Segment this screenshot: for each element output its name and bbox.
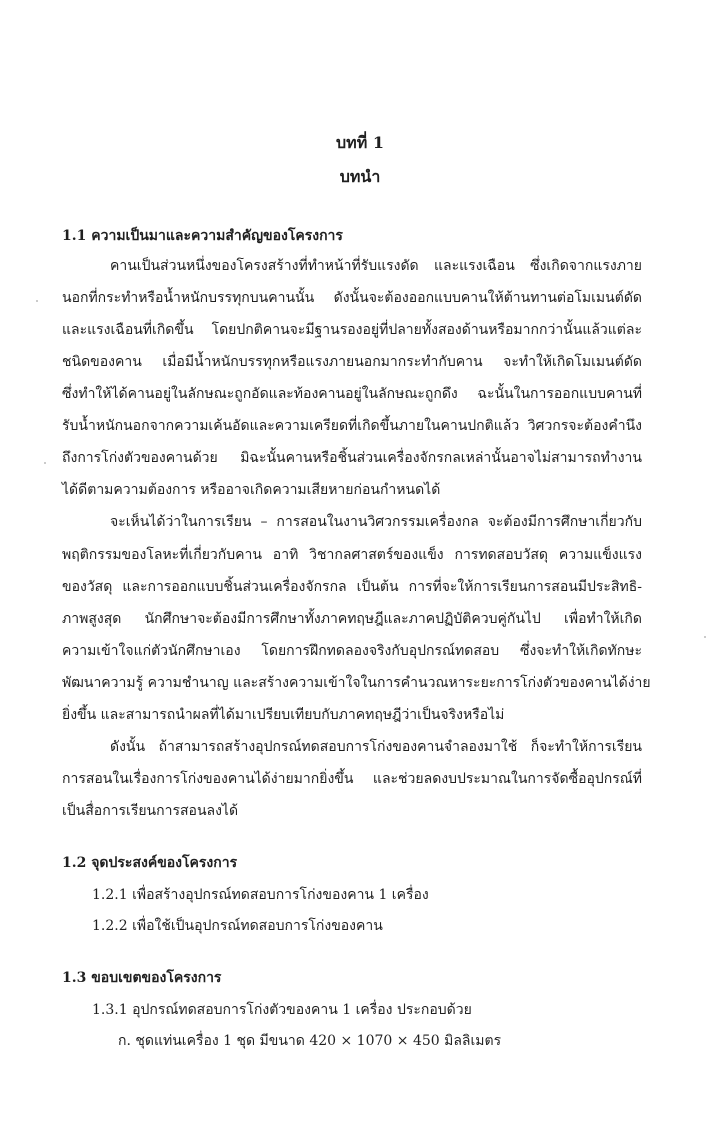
paragraph-line: ยิ่งขึ้น และสามารถนำผลที่ได้มาเปรียบเทียบกับภาคทฤษฎีว่าเป็นจริงหรือไม่ <box>62 707 505 723</box>
paragraph-line: คานเป็นส่วนหนึ่งของโครงสร้างที่ทำหน้าที่รับแรงดัด และแรงเฉือน ซึ่งเกิดจากแรงภาย <box>110 258 642 274</box>
chapter-title: บทนำ <box>339 167 381 186</box>
chapter-number: บทที่ 1 <box>336 133 384 152</box>
list-item: 1.3.1 อุปกรณ์ทดสอบการโก่งตัวของคาน 1 เครื่อง ประกอบด้วย <box>92 1002 472 1018</box>
paragraph-line: ถึงการโก่งตัวของคานด้วย มิฉะนั้นคานหรือชิ้นส่วนเครื่องจักรกลเหล่านั้นอาจไม่สามารถทำงาน <box>62 450 642 466</box>
scan-speck <box>704 636 706 638</box>
paragraph-line: เป็นสื่อการเรียนการสอนลงได้ <box>62 803 239 819</box>
paragraph-line: นอกที่กระทำหรือน้ำหนักบรรทุกบนคานนั้น ดังนั้นจะต้องออกแบบคานให้ต้านทานต่อโมเมนต์ดัด <box>62 290 642 306</box>
paragraph-line: ความเข้าใจแก่ตัวนักศึกษาเอง โดยการฝึกทดลองจริงกับอุปกรณ์ทดสอบ ซึ่งจะทำให้เกิดทักษะ <box>62 643 642 659</box>
paragraph-line: ของวัสดุ และการออกแบบชิ้นส่วนเครื่องจักรกล เป็นต้น การที่จะให้การเรียนการสอนมีประสิทธิ- <box>62 579 642 595</box>
paragraph-line: การสอนในเรื่องการโก่งของคานได้ง่ายมากยิ่งขึ้น และช่วยลดงบประมาณในการจัดซื้ออุปกรณ์ที่ <box>62 771 642 787</box>
sub-list-item: ก. ชุดแท่นเครื่อง 1 ชุด มีขนาด 420 × 1070 × 450 มิลลิเมตร <box>118 1033 502 1049</box>
paragraph-line: จะเห็นได้ว่าในการเรียน – การสอนในงานวิศวกรรมเครื่องกล จะต้องมีการศึกษาเกี่ยวกับ <box>110 514 642 530</box>
paragraph-line: ซึ่งทำให้ได้คานอยู่ในลักษณะถูกอัดและท้องคานอยู่ในลักษณะถูกดึง ฉะนั้นในการออกแบบคานที่ <box>62 386 642 402</box>
paragraph-line: และแรงเฉือนที่เกิดขึ้น โดยปกติคานจะมีฐานรองอยู่ที่ปลายทั้งสองด้านหรือมากกว่านั้นแล้วแต่ละ <box>62 322 642 338</box>
scan-speck <box>44 462 46 464</box>
paragraph-line: รับน้ำหนักนอกจากความเค้นอัดและความเครียดที่เกิดขึ้นภายในคานปกติแล้ว วิศวกรจะต้องคำนึง <box>62 418 642 434</box>
paragraph-line: ชนิดของคาน เมื่อมีน้ำหนักบรรทุกหรือแรงภายนอกมากระทำกับคาน จะทำให้เกิดโมเมนต์ดัด <box>62 354 642 370</box>
paragraph-line: ดังนั้น ถ้าสามารถสร้างอุปกรณ์ทดสอบการโก่งของคานจำลองมาใช้ ก็จะทำให้การเรียน <box>110 739 642 755</box>
paragraph-line: พัฒนาความรู้ ความชำนาญ และสร้างความเข้าใจในการคำนวณหาระยะการโก่งตัวของคานได้ง่าย <box>62 675 651 691</box>
section-heading-1-3: 1.3 ขอบเขตของโครงการ <box>62 970 222 986</box>
paragraph-line: พฤติกรรมของโลหะที่เกี่ยวกับคาน อาทิ วิชากลศาสตร์ของแข็ง การทดสอบวัสดุ ความแข็งแรง <box>62 547 642 563</box>
paragraph-line: ภาพสูงสุด นักศึกษาจะต้องมีการศึกษาทั้งภาคทฤษฎีและภาคปฏิบัติควบคู่กันไป เพื่อทำให้เกิด <box>62 611 642 627</box>
section-heading-1-1: 1.1 ความเป็นมาและความสำคัญของโครงการ <box>62 228 343 244</box>
list-item: 1.2.2 เพื่อใช้เป็นอุปกรณ์ทดสอบการโก่งของคาน <box>92 918 383 934</box>
scan-speck <box>36 300 38 302</box>
paragraph-line: ได้ดีตามความต้องการ หรืออาจเกิดความเสียหายก่อนกำหนดได้ <box>62 482 441 498</box>
section-heading-1-2: 1.2 จุดประสงค์ของโครงการ <box>62 855 238 871</box>
list-item: 1.2.1 เพื่อสร้างอุปกรณ์ทดสอบการโก่งของคาน 1 เครื่อง <box>92 887 429 903</box>
